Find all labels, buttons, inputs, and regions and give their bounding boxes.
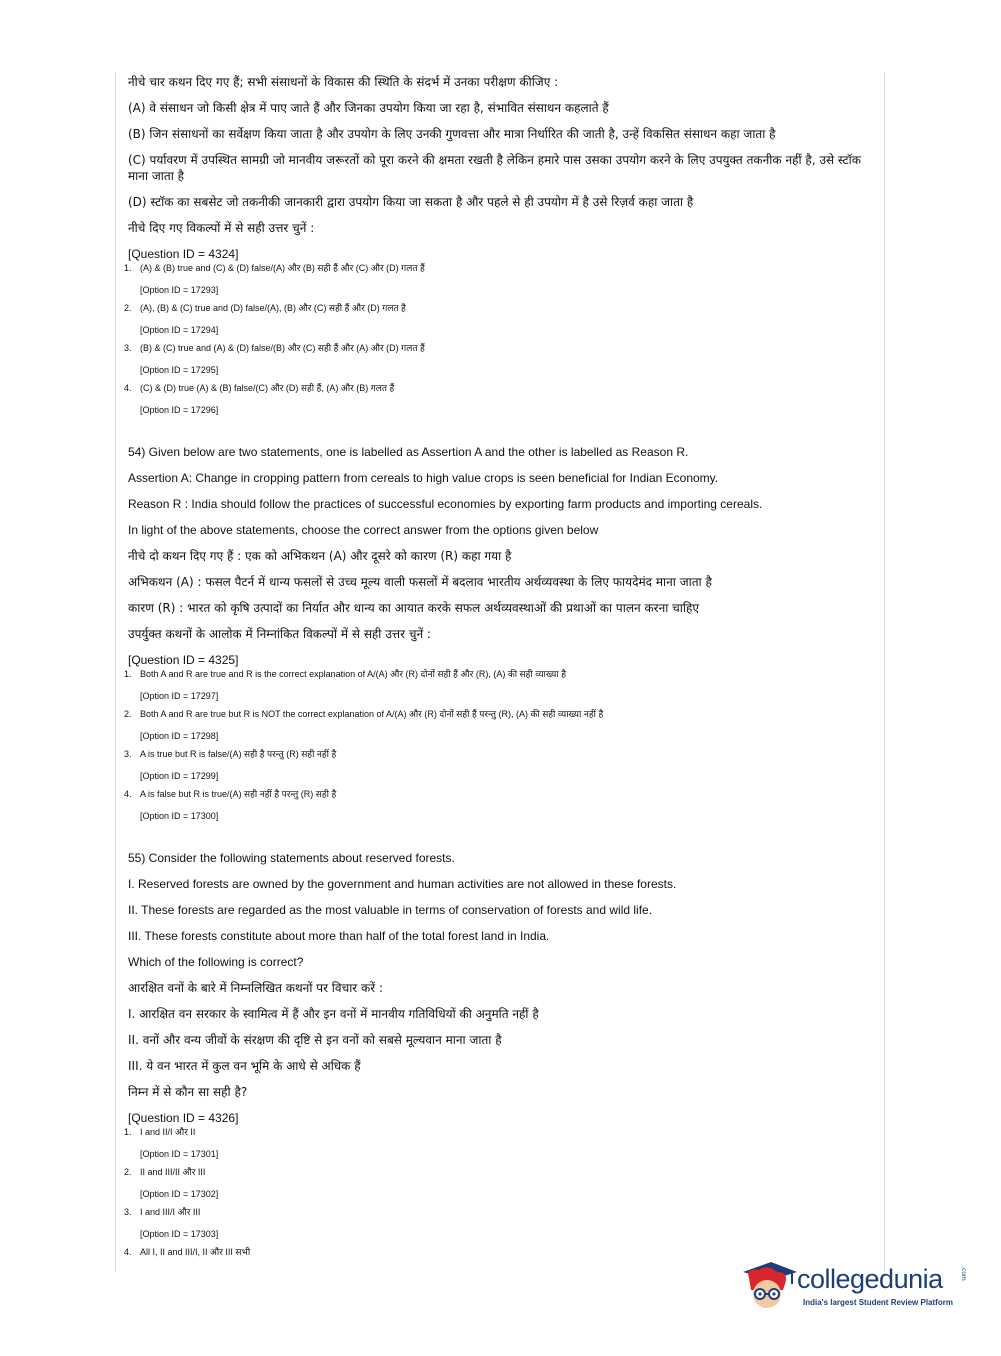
option-item: 4. (C) & (D) true (A) & (B) false/(C) और (D) सही हैं, (A) और (B) गलत हैं <box>124 383 395 393</box>
q54-assertion-hi: अभिकथन (A) : फसल पैटर्न में धान्य फसलों से उच्च मूल्य वाली फसलों में बदलाव भारतीय अर्थव्यवस्था के लिए फायदेमंद माना जाता है <box>128 575 712 589</box>
option-id: [Option ID = 17295] <box>140 365 219 375</box>
option-id: [Option ID = 17303] <box>140 1229 219 1239</box>
mascot-icon <box>737 1250 801 1314</box>
right-margin-line <box>884 72 885 1272</box>
q55-statement-2: II. These forests are regarded as the most valuable in terms of conservation of forests and wild life. <box>128 903 653 917</box>
option-item: 2. II and III/II और III <box>124 1167 206 1177</box>
q54-reason-hi: कारण (R) : भारत को कृषि उत्पादों का निर्यात और धान्य का आयात करके सफल अर्थव्यवस्थाओं की प्रथाओं का पालन करना चाहिए <box>128 601 700 615</box>
option-id: [Option ID = 17300] <box>140 811 219 821</box>
option-id: [Option ID = 17297] <box>140 691 219 701</box>
q55-options <box>124 1126 868 1258</box>
q54-options <box>124 668 868 822</box>
q54-instruction: In light of the above statements, choose the correct answer from the options given below <box>128 523 599 537</box>
q54-instruction-hi: उपर्युक्त कथनों के आलोक में निम्नांकित विकल्पों में से सही उत्तर चुनें : <box>128 627 431 641</box>
q53-question-id: [Question ID = 4324] <box>128 247 239 261</box>
option-item: 3. (B) & (C) true and (A) & (D) false/(B) और (C) सही हैं और (A) और (D) गलत हैं <box>124 343 425 353</box>
q53-instruction: नीचे दिए गए विकल्पों में से सही उत्तर चुनें : <box>128 221 315 235</box>
q54-prompt: 54) Given below are two statements, one is labelled as Assertion A and the other is labelled as Reason R. <box>128 445 689 459</box>
q53-options <box>124 262 868 416</box>
option-item: 4. All I, II and III/I, II और III सभी <box>124 1247 251 1257</box>
option-item: 2. (A), (B) & (C) true and (D) false/(A), (B) और (C) सही हैं और (D) गलत है <box>124 303 406 313</box>
left-margin-line <box>115 72 116 1272</box>
logo-com: .com <box>960 1266 967 1281</box>
option-item: 1. (A) & (B) true and (C) & (D) false/(A) और (B) सही हैं और (C) और (D) गलत हैं <box>124 263 425 273</box>
option-item: 3. A is true but R is false/(A) सही है परन्तु (R) सही नहीं है <box>124 749 337 759</box>
q53-intro: नीचे चार कथन दिए गए हैं; सभी संसाधनों के विकास की स्थिति के संदर्भ में उनका परीक्षण कीजिए : <box>128 75 559 89</box>
q55-instruction: Which of the following is correct? <box>128 955 304 969</box>
question-55 <box>124 850 868 1258</box>
option-item: 4. A is false but R is true/(A) सही नहीं है परन्तु (R) सही है <box>124 789 337 799</box>
option-id: [Option ID = 17293] <box>140 285 219 295</box>
option-item: 1. Both A and R are true and R is the correct explanation of A/(A) और (R) दोनों सही हैं और (R), (A) की सही व्याख्या है <box>124 669 566 679</box>
page-content <box>124 74 868 1258</box>
option-id: [Option ID = 17299] <box>140 771 219 781</box>
q55-statement-3-hi: III. ये वन भारत में कुल वन भूमि के आधे से अधिक हैं <box>128 1059 361 1073</box>
q54-question-id: [Question ID = 4325] <box>128 653 239 667</box>
q54-assertion: Assertion A: Change in cropping pattern from cereals to high value crops is seen beneficial for Indian Economy. <box>128 471 719 485</box>
q55-statement-1: I. Reserved forests are owned by the government and human activities are not allowed in these forests. <box>128 877 677 891</box>
q55-statement-2-hi: II. वनों और वन्य जीवों के संरक्षण की दृष्टि से इन वनों को सबसे मूल्यवान माना जाता है <box>128 1033 502 1047</box>
option-item: 3. I and III/I और III <box>124 1207 201 1217</box>
q54-reason: Reason R : India should follow the practices of successful economies by exporting farm products and importing cereals. <box>128 497 763 511</box>
option-id: [Option ID = 17298] <box>140 731 219 741</box>
logo-wordmark: collegedunia <box>797 1264 943 1294</box>
option-item: 2. Both A and R are true but R is NOT the correct explanation of A/(A) और (R) दोनों सही हैं परन्तु (R), (A) की सही व्याख्या नहीं है <box>124 709 604 719</box>
option-id: [Option ID = 17301] <box>140 1149 219 1159</box>
q55-prompt-hi: आरक्षित वनों के बारे में निम्नलिखित कथनों पर विचार करें : <box>128 981 384 995</box>
logo-tagline: India's largest Student Review Platform <box>803 1298 953 1307</box>
q55-prompt: 55) Consider the following statements about reserved forests. <box>128 851 455 865</box>
option-item: 1. I and II/I और II <box>124 1127 196 1137</box>
q53-statement-a: (A) वे संसाधन जो किसी क्षेत्र में पाए जाते हैं और जिनका उपयोग किया जा रहा है, संभावित संसाधन कहलाते हैं <box>128 101 609 115</box>
question-53 <box>124 74 868 416</box>
q53-statement-d: (D) स्टॉक का सबसेट जो तकनीकी जानकारी द्वारा उपयोग किया जा सकता है और पहले से ही उपयोग में है उसे रिज़र्व कहा जाता है <box>128 195 694 209</box>
option-id: [Option ID = 17296] <box>140 405 219 415</box>
q55-statement-1-hi: I. आरक्षित वन सरकार के स्वामित्व में हैं और इन वनों में मानवीय गतिविधियों की अनुमति नहीं है <box>128 1007 539 1021</box>
option-id: [Option ID = 17294] <box>140 325 219 335</box>
q55-question-id: [Question ID = 4326] <box>128 1111 239 1125</box>
option-id: [Option ID = 17302] <box>140 1189 219 1199</box>
collegedunia-logo <box>737 1250 967 1320</box>
q53-statement-b: (B) जिन संसाधनों का सर्वेक्षण किया जाता है और उपयोग के लिए उनकी गुणवत्ता और मात्रा निर्धारित की जाती है, उन्हें विकसित संसाधन कहा जाता है <box>128 127 776 141</box>
question-54 <box>124 444 868 822</box>
q55-instruction-hi: निम्न में से कौन सा सही है? <box>128 1085 248 1099</box>
q53-statement-c: (C) पर्यावरण में उपस्थित सामग्री जो मानवीय जरूरतों को पूरा करने की क्षमता रखती है लेकिन हमारे पास उसका उपयोग करने के लिए उपयुक्त तकनीक नहीं है, उसे स्टॉक माना जाता है <box>128 153 861 183</box>
q54-prompt-hi: नीचे दो कथन दिए गए हैं : एक को अभिकथन (A) और दूसरे को कारण (R) कहा गया है <box>128 549 512 563</box>
q55-statement-3: III. These forests constitute about more than half of the total forest land in India. <box>128 929 550 943</box>
